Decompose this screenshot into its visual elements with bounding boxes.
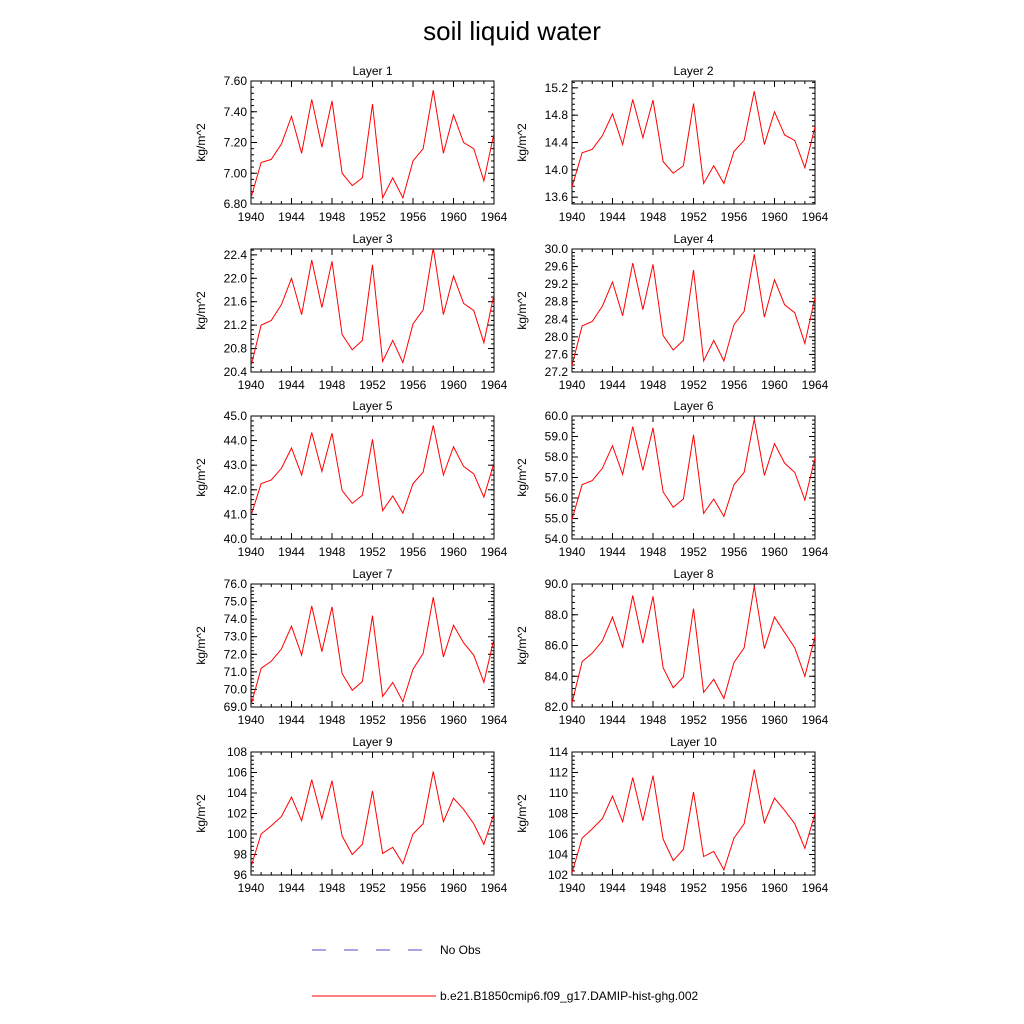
x-tick-label: 1952 (680, 378, 707, 392)
x-tick-label: 1960 (440, 881, 467, 895)
x-tick-label: 1956 (399, 713, 427, 727)
x-tick-label: 1960 (761, 210, 788, 224)
x-tick-label: 1964 (801, 210, 829, 224)
x-tick-label: 1940 (558, 545, 586, 559)
y-tick-label: 75.0 (223, 594, 247, 609)
x-tick-label: 1956 (399, 210, 427, 224)
y-axis-label: kg/m^2 (194, 123, 208, 162)
y-tick-label: 27.2 (544, 365, 568, 379)
x-tick-label: 1944 (599, 713, 626, 727)
series-line-layer-3 (251, 248, 494, 366)
plot-frame (251, 752, 494, 875)
x-tick-label: 1940 (237, 881, 265, 895)
y-tick-label: 28.0 (544, 329, 568, 344)
x-tick-label: 1964 (480, 378, 508, 392)
y-tick-label: 74.0 (223, 612, 247, 627)
y-axis-label: kg/m^2 (515, 458, 529, 497)
y-axis-label: kg/m^2 (515, 794, 529, 833)
x-tick-label: 1948 (318, 378, 346, 392)
y-tick-label: 114 (548, 745, 568, 759)
y-tick-label: 57.0 (544, 470, 568, 485)
panel-layer-10 (515, 735, 829, 895)
y-tick-label: 13.6 (544, 190, 568, 205)
x-tick-label: 1944 (278, 378, 305, 392)
x-tick-label: 1956 (720, 545, 748, 559)
series-line-layer-5 (251, 425, 494, 515)
y-tick-label: 14.4 (544, 135, 568, 150)
y-tick-label: 71.0 (223, 664, 247, 679)
y-tick-label: 100 (226, 827, 247, 841)
legend (312, 943, 698, 1003)
y-tick-label: 28.8 (544, 294, 568, 309)
y-tick-label: 43.0 (223, 458, 247, 473)
x-tick-label: 1948 (318, 881, 346, 895)
x-tick-label: 1960 (761, 881, 788, 895)
x-tick-label: 1944 (599, 210, 626, 224)
x-tick-label: 1956 (720, 713, 748, 727)
x-tick-label: 1948 (318, 545, 346, 559)
y-tick-label: 29.2 (544, 277, 568, 292)
x-tick-label: 1960 (440, 545, 467, 559)
x-tick-label: 1944 (278, 881, 305, 895)
y-tick-label: 104 (226, 786, 247, 800)
panel-layer-1 (194, 64, 508, 224)
x-tick-label: 1940 (237, 378, 265, 392)
x-tick-label: 1944 (278, 545, 305, 559)
y-tick-label: 108 (226, 745, 247, 759)
panel-title: Layer 10 (670, 735, 717, 749)
x-tick-label: 1960 (440, 210, 467, 224)
panel-title: Layer 3 (352, 232, 393, 246)
y-tick-label: 55.0 (544, 511, 568, 526)
y-tick-label: 14.0 (544, 162, 568, 177)
x-tick-label: 1948 (318, 210, 346, 224)
panel-layer-5 (194, 399, 508, 559)
y-tick-label: 27.6 (544, 347, 568, 362)
legend-no-obs-label: No Obs (440, 943, 481, 957)
panel-layer-6 (515, 399, 829, 559)
panel-title: Layer 6 (673, 399, 714, 413)
plot-frame (572, 249, 815, 372)
x-tick-label: 1940 (237, 210, 265, 224)
plot-frame (572, 584, 815, 707)
x-tick-label: 1948 (639, 881, 667, 895)
x-tick-label: 1952 (680, 881, 707, 895)
y-tick-label: 70.0 (223, 682, 247, 697)
x-tick-label: 1964 (480, 210, 508, 224)
x-tick-label: 1944 (278, 713, 305, 727)
x-tick-label: 1944 (599, 378, 626, 392)
x-tick-label: 1956 (720, 210, 748, 224)
y-tick-label: 30.0 (544, 242, 568, 256)
x-tick-label: 1944 (599, 881, 626, 895)
y-axis-label: kg/m^2 (515, 123, 529, 162)
y-tick-label: 112 (548, 765, 568, 780)
y-tick-label: 88.0 (544, 607, 568, 622)
x-tick-label: 1964 (480, 545, 508, 559)
plot-frame (572, 81, 815, 204)
x-tick-label: 1956 (399, 378, 427, 392)
panel-title: Layer 1 (352, 64, 393, 78)
x-tick-label: 1956 (399, 881, 427, 895)
y-tick-label: 7.40 (223, 104, 247, 119)
y-tick-label: 20.8 (223, 341, 247, 356)
x-tick-label: 1944 (278, 210, 305, 224)
y-tick-label: 108 (547, 806, 568, 821)
x-tick-label: 1940 (558, 881, 586, 895)
x-tick-label: 1960 (440, 378, 467, 392)
y-tick-label: 7.00 (223, 166, 247, 181)
y-tick-label: 21.2 (223, 318, 247, 333)
plot-frame (251, 81, 494, 204)
panel-layer-7 (194, 567, 508, 727)
panel-title: Layer 7 (352, 567, 393, 581)
x-tick-label: 1948 (639, 713, 667, 727)
series-line-layer-10 (572, 769, 815, 873)
x-tick-label: 1940 (558, 713, 586, 727)
x-tick-label: 1960 (761, 545, 788, 559)
figure-title: soil liquid water (423, 16, 601, 46)
y-tick-label: 58.0 (544, 450, 568, 464)
y-tick-label: 45.0 (223, 409, 247, 423)
y-axis-label: kg/m^2 (515, 626, 529, 665)
plot-frame (251, 416, 494, 539)
legend-model-label: b.e21.B1850cmip6.f09_g17.DAMIP-hist-ghg.002 (440, 989, 699, 1003)
y-tick-label: 82.0 (544, 700, 568, 714)
x-tick-label: 1952 (680, 545, 707, 559)
x-tick-label: 1940 (237, 545, 265, 559)
x-tick-label: 1952 (359, 378, 386, 392)
x-tick-label: 1944 (599, 545, 626, 559)
series-line-layer-4 (572, 254, 815, 365)
y-tick-label: 84.0 (544, 669, 568, 684)
panel-title: Layer 9 (352, 735, 393, 749)
x-tick-label: 1948 (639, 210, 667, 224)
x-tick-label: 1960 (761, 378, 788, 392)
x-tick-label: 1952 (359, 713, 386, 727)
x-tick-label: 1948 (639, 545, 667, 559)
y-tick-label: 28.4 (544, 312, 568, 327)
y-tick-label: 104 (547, 847, 568, 862)
y-tick-label: 42.0 (223, 482, 247, 497)
y-tick-label: 40.0 (223, 532, 247, 546)
panel-layer-9 (194, 735, 508, 895)
x-tick-label: 1940 (237, 713, 265, 727)
y-tick-label: 98 (233, 847, 247, 862)
y-tick-label: 7.20 (223, 135, 247, 150)
y-axis-label: kg/m^2 (194, 291, 208, 330)
x-tick-label: 1964 (801, 545, 829, 559)
panel-title: Layer 2 (673, 64, 714, 78)
y-axis-label: kg/m^2 (194, 626, 208, 665)
y-tick-label: 96 (233, 868, 247, 882)
y-tick-label: 86.0 (544, 638, 568, 653)
x-tick-label: 1956 (399, 545, 427, 559)
y-tick-label: 56.0 (544, 491, 568, 505)
y-tick-label: 90.0 (544, 577, 568, 591)
x-tick-label: 1964 (480, 713, 508, 727)
panel-layer-3 (194, 232, 508, 392)
x-tick-label: 1952 (359, 881, 386, 895)
y-tick-label: 6.80 (223, 197, 247, 211)
x-tick-label: 1964 (801, 378, 829, 392)
y-tick-label: 54.0 (544, 532, 568, 546)
x-tick-label: 1956 (720, 881, 748, 895)
y-tick-label: 20.4 (223, 365, 247, 379)
y-tick-label: 29.6 (544, 259, 568, 274)
y-tick-label: 59.0 (544, 429, 568, 444)
y-tick-label: 106 (226, 765, 247, 780)
y-tick-label: 102 (226, 806, 247, 821)
y-tick-label: 72.0 (223, 647, 247, 662)
y-tick-label: 76.0 (223, 577, 247, 591)
panel-title: Layer 5 (352, 399, 393, 413)
x-tick-label: 1964 (801, 881, 829, 895)
series-line-layer-6 (572, 419, 815, 519)
plot-frame (251, 584, 494, 707)
x-tick-label: 1964 (801, 713, 829, 727)
series-line-layer-2 (572, 91, 815, 187)
y-tick-label: 106 (547, 827, 568, 841)
x-tick-label: 1952 (680, 210, 707, 224)
y-axis-label: kg/m^2 (515, 291, 529, 330)
panel-title: Layer 4 (673, 232, 714, 246)
x-tick-label: 1952 (359, 545, 386, 559)
y-tick-label: 44.0 (223, 433, 247, 448)
y-tick-label: 110 (548, 786, 568, 800)
panel-grid (194, 64, 829, 895)
y-tick-label: 22.0 (223, 271, 247, 286)
panel-layer-8 (515, 567, 829, 727)
x-tick-label: 1960 (761, 713, 788, 727)
y-tick-label: 102 (547, 868, 568, 882)
y-tick-label: 60.0 (544, 409, 568, 423)
x-tick-label: 1940 (558, 210, 586, 224)
x-tick-label: 1948 (639, 378, 667, 392)
y-tick-label: 41.0 (223, 507, 247, 522)
series-line-layer-1 (251, 90, 494, 198)
x-tick-label: 1960 (440, 713, 467, 727)
series-line-layer-9 (251, 771, 494, 866)
x-tick-label: 1952 (680, 713, 707, 727)
y-axis-label: kg/m^2 (194, 458, 208, 497)
panel-title: Layer 8 (673, 567, 714, 581)
panel-layer-2 (515, 64, 829, 224)
y-tick-label: 22.4 (223, 247, 247, 262)
plot-frame (572, 752, 815, 875)
x-tick-label: 1956 (720, 378, 748, 392)
y-tick-label: 73.0 (223, 629, 247, 644)
x-tick-label: 1948 (318, 713, 346, 727)
x-tick-label: 1964 (480, 881, 508, 895)
y-tick-label: 7.60 (223, 74, 247, 88)
y-tick-label: 15.2 (544, 80, 568, 95)
panel-layer-4 (515, 232, 829, 392)
series-line-layer-7 (251, 597, 494, 705)
y-tick-label: 69.0 (223, 700, 247, 714)
plot-frame (572, 416, 815, 539)
y-tick-label: 14.8 (544, 108, 568, 123)
series-line-layer-8 (572, 586, 815, 703)
y-tick-label: 21.6 (223, 294, 247, 309)
x-tick-label: 1940 (558, 378, 586, 392)
x-tick-label: 1952 (359, 210, 386, 224)
y-axis-label: kg/m^2 (194, 794, 208, 833)
